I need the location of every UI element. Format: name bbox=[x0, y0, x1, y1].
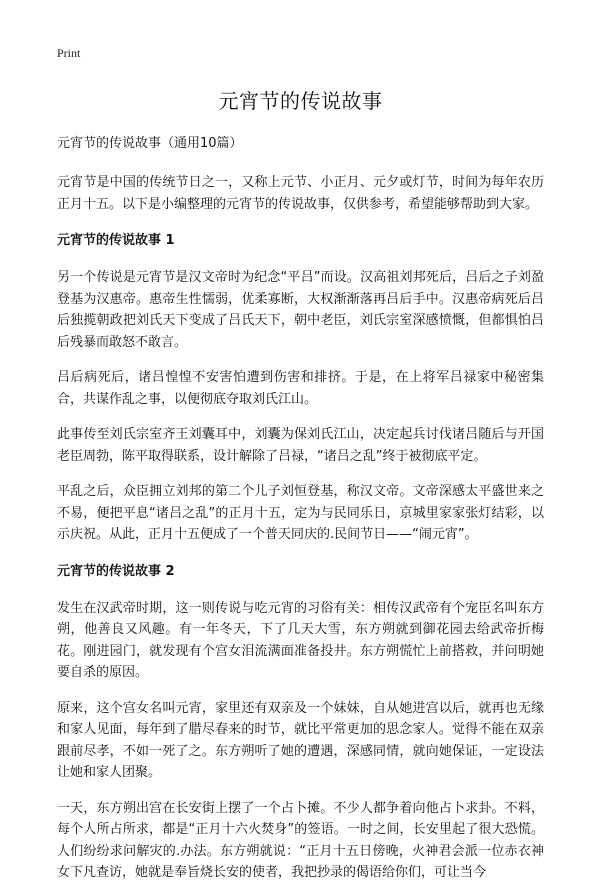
body-paragraph: 平乱之后，众臣拥立刘邦的第二个儿子刘恒登基，称汉文帝。文帝深感太平盛世来之不易，便把平息“诸吕之乱”的正月十五，定为与民同乐日，京城里家家张灯结彩，以示庆祝。从此，正月十五便成了一个普天同庆的.民间节日——“闹元宵”。 bbox=[57, 484, 544, 542]
body-paragraph: 一天，东方朔出宫在长安街上摆了一个占卜摊。不少人都争着向他占卜求卦。不料，每个人所占所求，都是“正月十六火焚身”的签语。一时之间，长安里起了很大恐慌。人们纷纷求问解灾的.办法。东方朔就说：“正月十五日傍晚，火神君会派一位赤衣神女下凡查访，她就是奉旨烧长安的使者，我把抄录的偈语给你们，可让当今 bbox=[57, 800, 544, 880]
body-paragraph: 发生在汉武帝时期，这一则传说与吃元宵的习俗有关：相传汉武帝有个宠臣名叫东方朔，他善良又风趣。有一年冬天，下了几天大雪，东方朔就到御花园去给武帝折梅花。刚进园门，就发现有个宫女泪流满面准备投井。东方朔慌忙上前搭救，并问明她要自杀的原因。 bbox=[57, 600, 544, 680]
body-paragraph: 吕后病死后，诸吕惶惶不安害怕遭到伤害和排挤。于是，在上将军吕禄家中秘密集合，共谋作乱之事，以便彻底夺取刘氏江山。 bbox=[57, 370, 544, 407]
section-heading: 元宵节的传说故事 1 bbox=[57, 233, 175, 248]
body-paragraph: 另一个传说是元宵节是汉文帝时为纪念“平吕”而设。汉高祖刘邦死后，吕后之子刘盈登基为汉惠帝。惠帝生性懦弱，优柔寡断，大权渐渐落再吕后手中。汉惠帝病死后吕后独揽朝政把刘氏天下变成了吕氏天下，朝中老臣，刘氏宗室深感愤慨，但都惧怕吕后残暴而敢怒不敢言。 bbox=[57, 270, 544, 350]
print-link[interactable]: Print bbox=[57, 46, 81, 60]
body-paragraph: 原来，这个宫女名叫元宵，家里还有双亲及一个妹妹，自从她进宫以后，就再也无缘和家人见面，每年到了腊尽春来的时节，就比平常更加的思念家人。觉得不能在双亲跟前尽孝，不如一死了之。东方朔听了她的遭遇，深感同情，就向她保证，一定设法让她和家人团聚。 bbox=[57, 700, 544, 780]
page-title: 元宵节的传说故事 bbox=[218, 89, 383, 113]
section-heading: 元宵节的传说故事 2 bbox=[57, 563, 175, 579]
body-paragraph: 此事传至刘氏宗室齐王刘囊耳中，刘囊为保刘氏江山，决定起兵讨伐诸吕随后与开国老臣周勃，陈平取得联系，设计解除了吕禄，“诸吕之乱”终于被彻底平定。 bbox=[57, 427, 544, 464]
intro-paragraph: 元宵节是中国的传统节日之一，又称上元节、小正月、元夕或灯节，时间为每年农历正月十五。以下是小编整理的元宵节的传说故事，仅供参考，希望能够帮助到大家。 bbox=[57, 175, 544, 212]
subtitle: 元宵节的传说故事（通用10篇） bbox=[57, 136, 243, 151]
